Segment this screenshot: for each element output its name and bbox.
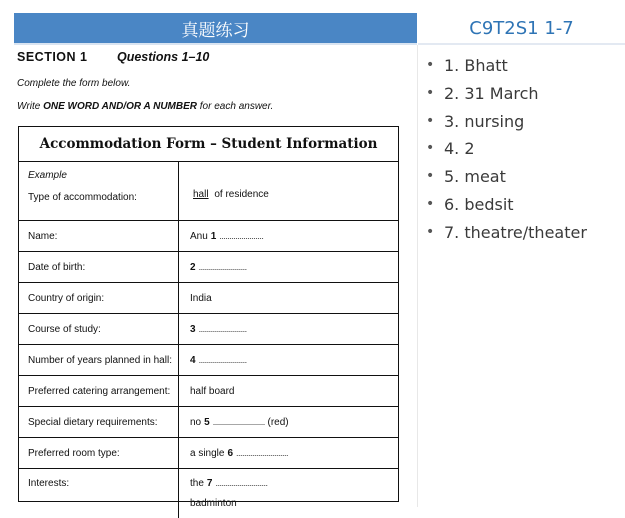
form-row-example: [19, 162, 398, 221]
field-label: Name:: [19, 221, 179, 251]
header-banner: [14, 13, 417, 43]
answer-item: • 1. Bhatt: [426, 52, 587, 80]
field-value: 4 ........................: [190, 354, 247, 366]
field-label: Date of birth:: [19, 252, 179, 282]
answer-item: • 2. 31 March: [426, 80, 587, 108]
answer-key-divider: [418, 43, 625, 45]
banner-divider: [14, 43, 417, 45]
field-label: Interests:: [28, 478, 70, 489]
field-label: Preferred room type:: [19, 438, 179, 468]
instruction-complete: Complete the form below.: [17, 78, 131, 89]
answer-key-title: C9T2S1 1-7: [469, 17, 574, 39]
answer-item: • 4. 2: [426, 135, 587, 163]
field-label: Type of accommodation:: [28, 192, 137, 203]
field-value: 3 ........................: [190, 323, 247, 335]
questions-range: Questions 1–10: [116, 50, 210, 64]
field-value: India: [190, 292, 212, 304]
bullet-icon: •: [426, 57, 435, 73]
form-title: Accommodation Form – Student Information: [19, 127, 398, 162]
bullet-icon: •: [426, 140, 435, 157]
answer-item: • 6. bedsit: [426, 191, 587, 219]
instruction-write: Write ONE WORD AND/OR A NUMBER for each answer.: [17, 101, 274, 112]
field-value: Anu 1 ......................: [190, 230, 264, 242]
field-label: Special dietary requirements:: [19, 407, 179, 437]
form-row: [19, 376, 398, 407]
field-value: a single 6 ..........................: [190, 447, 289, 459]
answer-list: [426, 52, 587, 247]
accommodation-form: [18, 126, 399, 509]
bullet-icon: •: [426, 84, 435, 101]
answer-item: • 3. nursing: [426, 108, 587, 136]
form-row: [19, 438, 398, 469]
field-value: half board: [190, 385, 235, 397]
field-value: 2 ........................: [190, 261, 247, 273]
bullet-icon: •: [426, 195, 435, 212]
form-row: [19, 407, 398, 438]
example-answer: hall of residence: [193, 189, 269, 200]
form-row: [19, 252, 398, 283]
field-label: Number of years planned in hall:: [19, 345, 179, 375]
example-label: Example: [28, 170, 67, 181]
field-value-second: badminton: [190, 498, 237, 509]
field-label: Preferred catering arrangement:: [19, 376, 179, 406]
section-heading: [17, 50, 209, 64]
field-label: Course of study:: [19, 314, 179, 344]
answer-item: • 7. theatre/theater: [426, 219, 587, 247]
form-row: [19, 283, 398, 314]
field-label: Country of origin:: [19, 283, 179, 313]
field-value: the 7 ..........................: [190, 478, 268, 489]
form-row: [19, 221, 398, 252]
form-row: [19, 314, 398, 345]
header-left-title: 真题练习: [181, 20, 250, 41]
form-row: [19, 345, 398, 376]
column-divider: [417, 45, 418, 507]
section-label: SECTION 1: [17, 50, 88, 64]
field-value: no 5 .......................... (red): [190, 416, 289, 428]
answer-item: • 5. meat: [426, 163, 587, 191]
bullet-icon: •: [426, 112, 435, 129]
form-row-interests: [19, 469, 398, 518]
bullet-icon: •: [426, 168, 435, 185]
bullet-icon: •: [426, 223, 435, 240]
